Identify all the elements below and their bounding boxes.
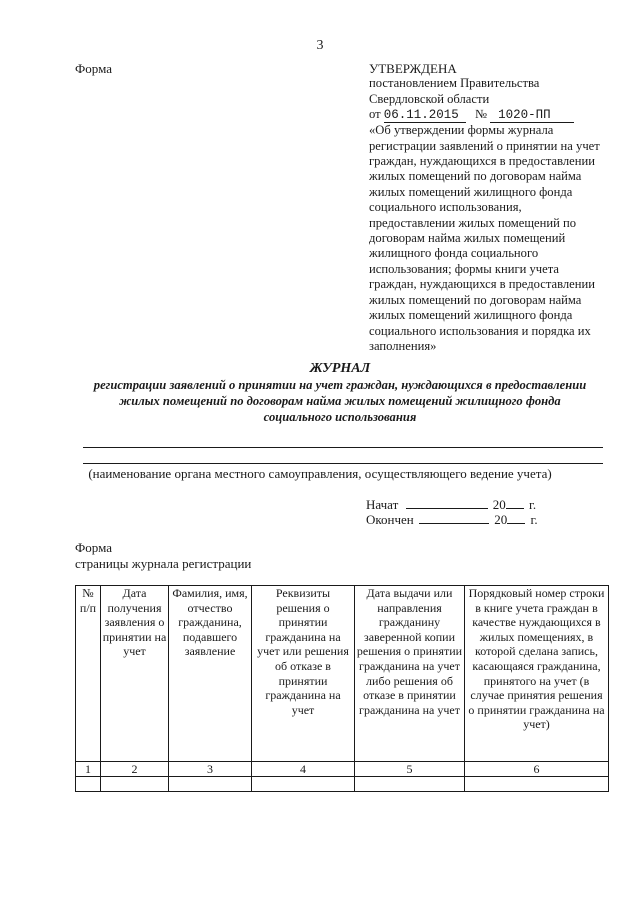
journal-subtitle-line: социального использования <box>263 410 417 424</box>
org-caption: (наименование органа местного самоуправления, осуществляющего ведение учета) <box>88 466 552 481</box>
empty-cell <box>252 777 355 792</box>
started-day-blank <box>406 497 488 509</box>
empty-cell <box>76 777 101 792</box>
approval-text-line: «Об утверждении формы журнала <box>369 123 554 138</box>
column-number-row <box>76 762 609 777</box>
org-name-line-1 <box>83 447 603 448</box>
column-number: 4 <box>252 762 355 777</box>
header-cell: Фамилия, имя, отчество гражданина, подавшего заявление <box>169 586 252 762</box>
approval-text-line: использования; формы книги учета <box>369 261 559 276</box>
approval-line-1: постановлением Правительства <box>369 76 540 91</box>
approval-number-prefix: № <box>474 107 487 122</box>
column-number: 3 <box>169 762 252 777</box>
approval-text <box>369 123 619 354</box>
journal-title: ЖУРНАЛ <box>309 361 371 376</box>
ended-day-blank <box>419 512 489 524</box>
column-number: 1 <box>76 762 101 777</box>
approval-text-line: граждан, нуждающихся в предоставлении <box>369 154 595 169</box>
ended-year: 20 <box>494 512 508 527</box>
started-year: 20 <box>492 497 506 512</box>
header-cell: № п/п <box>76 586 101 762</box>
form-label: Форма <box>75 61 112 76</box>
ended-label: Окончен <box>366 512 414 527</box>
org-name-line-2 <box>83 463 603 464</box>
header-cell: Дата получения заявления о принятии на учет <box>101 586 169 762</box>
registration-table <box>75 585 609 792</box>
column-number: 5 <box>355 762 465 777</box>
ended-suffix: г. <box>530 512 538 527</box>
approval-text-line: социального использования, <box>369 200 522 215</box>
approval-text-line: договорам найма жилых помещений <box>369 231 566 246</box>
approval-date-line <box>369 107 619 123</box>
approval-text-line: жилых помещений по договорам найма <box>369 169 582 184</box>
approval-text-line: предоставлении жилых помещений по <box>369 215 577 230</box>
approval-date-prefix: от <box>369 107 381 122</box>
empty-cell <box>465 777 609 792</box>
form-page-label <box>75 540 251 572</box>
approval-text-line: жилых помещений жилищного фонда <box>369 184 573 199</box>
empty-cell <box>355 777 465 792</box>
approval-text-line: регистрации заявлений о принятии на учет <box>369 138 600 153</box>
approval-text-line: жилых помещений жилищного фонда <box>369 308 573 323</box>
started-date-line <box>366 497 536 513</box>
approval-title: УТВЕРЖДЕНА <box>369 61 457 76</box>
column-number: 2 <box>101 762 169 777</box>
approval-text-line: жилых помещений по договорам найма <box>369 292 582 307</box>
started-label: Начат <box>366 497 399 512</box>
empty-table-row <box>76 777 609 792</box>
form-page-line-1: Форма <box>75 540 112 555</box>
approval-text-line: социального использования и порядка их <box>369 323 591 338</box>
approval-text-line: жилищного фонда социального <box>369 246 539 261</box>
started-suffix: г. <box>529 497 537 512</box>
empty-cell <box>101 777 169 792</box>
approval-line-2: Свердловской области <box>369 91 490 106</box>
ended-year-blank <box>507 512 525 524</box>
header-cell: Порядковый номер строки в книге учета граждан в качестве нуждающихся в жилых помещениях, в которой сделана запись, касающаяся гражданина, принятого на учет (в случае принятия решения о принятии гражданина на учет) <box>465 586 609 762</box>
approval-text-line: граждан, нуждающихся в предоставлении <box>369 277 595 292</box>
column-number: 6 <box>465 762 609 777</box>
table-header-row <box>76 586 609 762</box>
started-year-blank <box>506 497 524 509</box>
journal-subtitle <box>70 377 610 425</box>
journal-subtitle-line: регистрации заявлений о принятии на учет граждан, нуждающихся в предоставлении <box>93 378 587 392</box>
header-cell: Дата выдачи или направления гражданину заверенной копии решения о принятии гражданина на учет либо решения об отказе в принятии гражданина на учет <box>355 586 465 762</box>
form-page-line-2: страницы журнала регистрации <box>75 556 252 571</box>
empty-cell <box>169 777 252 792</box>
approval-number: 1020-ПП <box>490 109 574 123</box>
approval-text-line: заполнения» <box>369 338 437 353</box>
header-cell: Реквизиты решения о принятии гражданина на учет или решения об отказе в принятии гражданина на учет <box>252 586 355 762</box>
journal-subtitle-line: жилых помещений по договорам найма жилых помещений жилищного фонда <box>119 394 561 408</box>
ended-date-line <box>366 512 538 528</box>
approval-date: 06.11.2015 <box>384 109 466 123</box>
approval-block <box>369 61 619 354</box>
page-number: 3 <box>316 38 324 53</box>
